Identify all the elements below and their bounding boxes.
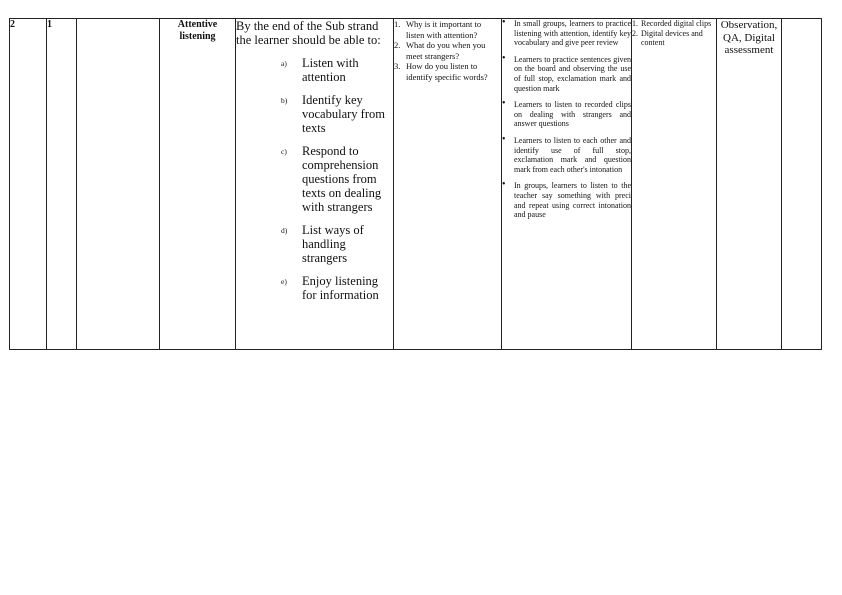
- list-item: [281, 56, 393, 84]
- inquiry-number: 1.: [394, 19, 401, 29]
- inquiry-text: Why is it important to listen with attention?: [406, 19, 482, 40]
- resource-text: Recorded digital clips: [641, 19, 712, 28]
- outcomes-intro: By the end of the Sub strand the learner should be able to:: [236, 19, 381, 47]
- list-item: [394, 61, 501, 82]
- inquiry-number: 3.: [394, 61, 401, 71]
- list-item: [502, 100, 631, 129]
- bullet-icon: •: [502, 98, 506, 110]
- outcome-text: Listen with attention: [302, 56, 359, 84]
- list-item: [394, 19, 501, 40]
- experience-text: In small groups, learners to practice listening with attention, identify key vocabulary and give peer review: [514, 19, 631, 48]
- list-item: [394, 40, 501, 61]
- experience-text: In groups, learners to listen to the teacher say something with preci and repeat using correct intonation and pause: [514, 181, 631, 220]
- inquiry-list: [394, 19, 501, 82]
- resource-text: Digital devices and content: [641, 28, 703, 47]
- inquiry-text: What do you when you meet strangers?: [406, 40, 486, 61]
- outcome-marker: c): [281, 147, 287, 156]
- outcome-marker: a): [281, 59, 287, 68]
- learning-outcomes-cell: [236, 19, 394, 350]
- assessment-cell: Observation, QA, Digital assessment: [717, 19, 782, 350]
- list-item: [281, 223, 393, 265]
- experience-text: Learners to listen to recorded clips on dealing with strangers and answer questions: [514, 100, 631, 129]
- outcome-text: Enjoy listening for information: [302, 274, 379, 302]
- list-item: [502, 19, 631, 48]
- list-item: [281, 274, 393, 302]
- strand-cell: [77, 19, 160, 350]
- key-inquiry-cell: [394, 19, 502, 350]
- table-row: [10, 19, 822, 350]
- bullet-icon: •: [502, 17, 506, 28]
- outcome-text: Respond to comprehension questions from texts on dealing with strangers: [302, 144, 382, 214]
- outcome-text: Identify key vocabulary from texts: [302, 93, 385, 135]
- outcome-text: List ways of handling strangers: [302, 223, 364, 265]
- inquiry-number: 2.: [394, 40, 401, 50]
- list-item: [281, 144, 393, 214]
- bullet-icon: •: [502, 133, 506, 145]
- outcomes-list: [236, 56, 393, 302]
- bullet-icon: •: [502, 179, 506, 191]
- list-item: [502, 52, 631, 93]
- resource-number: 1.: [632, 19, 638, 28]
- learning-experiences-cell: [502, 19, 632, 350]
- scheme-of-work-table: [9, 18, 822, 350]
- list-item: [632, 29, 716, 48]
- bullet-icon: •: [502, 52, 506, 64]
- inquiry-text: How do you listen to identify specific words?: [406, 61, 488, 82]
- experience-text: Learners to listen to each other and identify use of full stop, exclamation mark and question mark from each other's intonation: [514, 135, 631, 174]
- outcome-marker: b): [281, 96, 288, 105]
- resources-list: [632, 19, 716, 48]
- resource-number: 2.: [632, 28, 638, 38]
- sub-strand-cell: Attentive listening: [160, 19, 236, 350]
- remarks-cell: [782, 19, 822, 350]
- outcome-marker: e): [281, 277, 287, 286]
- list-item: [502, 133, 631, 174]
- list-item: [281, 93, 393, 135]
- experience-text: Learners to practice sentences given on the board and observing the use of full stop, exclamation mark and question mark: [514, 54, 631, 93]
- week-cell: 2: [10, 19, 47, 350]
- outcome-marker: d): [281, 226, 288, 235]
- list-item: [632, 19, 716, 29]
- resources-cell: [632, 19, 717, 350]
- lesson-cell: 1: [47, 19, 77, 350]
- experiences-list: [502, 19, 631, 220]
- list-item: [502, 181, 631, 219]
